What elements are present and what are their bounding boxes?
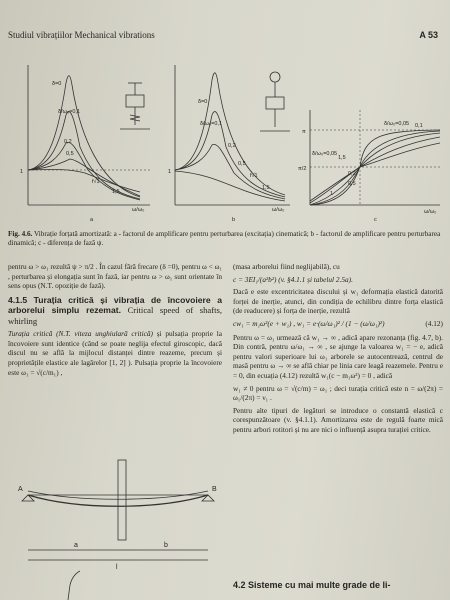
figure-caption [8,230,444,248]
equation-4-12 [233,319,443,329]
curve-label-c-3: 0,5 [348,181,356,187]
curve-label-a-0: δ=0 [52,81,62,87]
right-column [233,262,443,438]
span-l-label: l [116,564,118,571]
left-paragraph-2-text: și pulsația proprie la încovoiere sunt identice (când se poate neglija efectul giroscopic, dacă discul nu se află la mijlocul distanței dintre reazeme, precum și proprietățile elastice ale lagărelor [1, 2] ). Pulsația proprie la încovoiere este ω₁ = √(c/m₁) , [8,329,223,377]
y-tick-a: 1 [20,169,24,175]
right-paragraph-2: Dacă e este excentricitatea discului și w₁ deformația elastică datorită forței de inerție, atunci, din condiția de echilibru dintre forța elastică (de readucere) și forța de inerție, rezultă [233,287,443,316]
caption-text: Vibrație forțată amortizată: a - factorul de amplificare pentru perturbarea (excitația) cinematică; b - factorul de amplificare pentru perturbarea dinamică; c - diferența de fază ψ. [8,230,441,247]
section-heading-4-1-5 [8,295,222,327]
panel-a-curve-2 [28,112,140,199]
y-tick-c-pi2: π/2 [298,166,307,172]
right-paragraph-1: (masa arborelui fiind neglijabilă), cu [233,262,340,271]
curve-label-b-0: δ=0 [198,99,208,105]
panel-a-label: a [90,217,94,223]
x-label-b: ω/ω₀ [272,207,285,213]
critical-speed-term: Turația critică (N.T. viteza unghiulară critică) [8,329,153,339]
curve-label-a-1: δ/ω₀=0,1 [58,109,81,115]
equation-4-12-number: (4.12) [425,318,443,328]
x-label-a: ω/ω₀ [132,207,145,213]
span-a-label: a [74,542,78,549]
support-A-label: A [18,486,23,493]
panel-b-mechanism [260,72,290,131]
curve-label-c-1: 0,1 [415,123,423,129]
section-title-en: Critical speed of shafts, whirling [8,305,222,326]
panel-a-curve-4 [28,159,140,196]
curve-label-a-4: f√1 [92,179,100,185]
equation-4-12-body: cw₁ = m₁ω²(e + w₁) , w₁ = e·(ω/ω₁)² / (1 − (ω/ω₁)²) [233,318,385,328]
section-heading-4-2: 4.2 Sisteme cu mai multe grade de li- [233,580,391,590]
left-column [8,262,222,380]
panel-b-label: b [232,217,236,223]
curve-label-c-5: 1,5 [338,155,346,161]
right-paragraph-3: Pentru ω = ω₁ urmează că w₁ → ∞ , adică apare rezonanța (fig. 4.7, b). Din contră, pentru ω/ω₁ → ∞ , se ajunge la valoarea w₁ = − e, adică pentru valori superioare lui ω₁ arborele se autocentrează, centrul de masă pentru ω → ∞ se află chiar pe linia care leagă reazemele. Pentru e = 0, din ecuația (4.12) rezultă w₁(c − m₁ω²) = 0 , adică [233,332,443,380]
curve-label-c-4: 1 [330,191,334,197]
panel-b-plot [175,65,290,205]
right-paragraph-5: Pentru alte tipuri de legături se introduce o constantă elastică c corespunzătoare (v. §4.1.1). Amortizarea este de regulă foarte mică pentru arbori rotitori și nu are nici o influență asupra turației critice. [233,405,443,434]
left-paragraph-1: pentru ω > ω₁ rezultă ψ > π/2 . În cazul fără frecare (δ =0), pentru ω < ω₁ , perturbarea și elongația sunt în fază, iar pentru ω > ω₁ sunt orientate în sens opus (N.T. opoziție de fază). [8,262,222,291]
left-paragraph-2 [8,329,222,377]
panel-a-mechanism [120,83,150,129]
curve-label-b-2: 0,2 [228,143,236,149]
shaft-diagram [8,455,224,600]
curve-label-b-4: f√1 [250,173,258,179]
curve-label-b-1: δ/ω₀=0,1 [200,121,223,127]
span-b-label: b [164,542,168,549]
equation-stiffness: c = 3EI₁/(a²b²) (v. §4.1.1 și tabelul 2.5a). [233,274,353,284]
y-tick-b: 1 [168,169,172,175]
right-paragraph-4: w₁ ≠ 0 pentru ω = √(c/m) = ω₁ ; deci turația critică este n = ω/(2π) = ω₁/(2π) = ν₁ . [233,383,443,403]
panel-a-plot [28,65,150,205]
panel-a-curve-1 [28,76,140,197]
section-title: 4.1.5 Turația critică și vibrația de încovoiere a arborelui simplu rezemat. [8,294,222,316]
curve-label-c-2: 0,2 [348,171,356,177]
page-number: A 53 [419,30,438,40]
curve-label-c-6: δ/ω₀=0,05 [312,151,338,157]
support-B-label: B [212,486,217,493]
panel-c-label: c [374,217,377,223]
disc [118,460,126,540]
running-header: Studiul vibrațiilor Mechanical vibrations [8,30,155,40]
curve-label-b-5: 1,5 [262,185,270,191]
curve-label-c-0: δ/ω₀=0,05 [384,121,410,127]
figure-4-6 [0,55,450,235]
y-tick-c-pi: π [302,129,306,135]
panel-a-curve-3 [28,142,140,200]
curve-label-a-3: 0,5 [66,151,74,157]
x-label-c: ω/ω₀ [424,209,437,215]
curve-label-a-2: 0,2 [64,139,72,145]
caption-label: Fig. 4.6. [8,230,33,238]
curve-label-a-5: 1,5 [112,189,120,195]
curve-label-b-3: 0,5 [238,161,246,167]
